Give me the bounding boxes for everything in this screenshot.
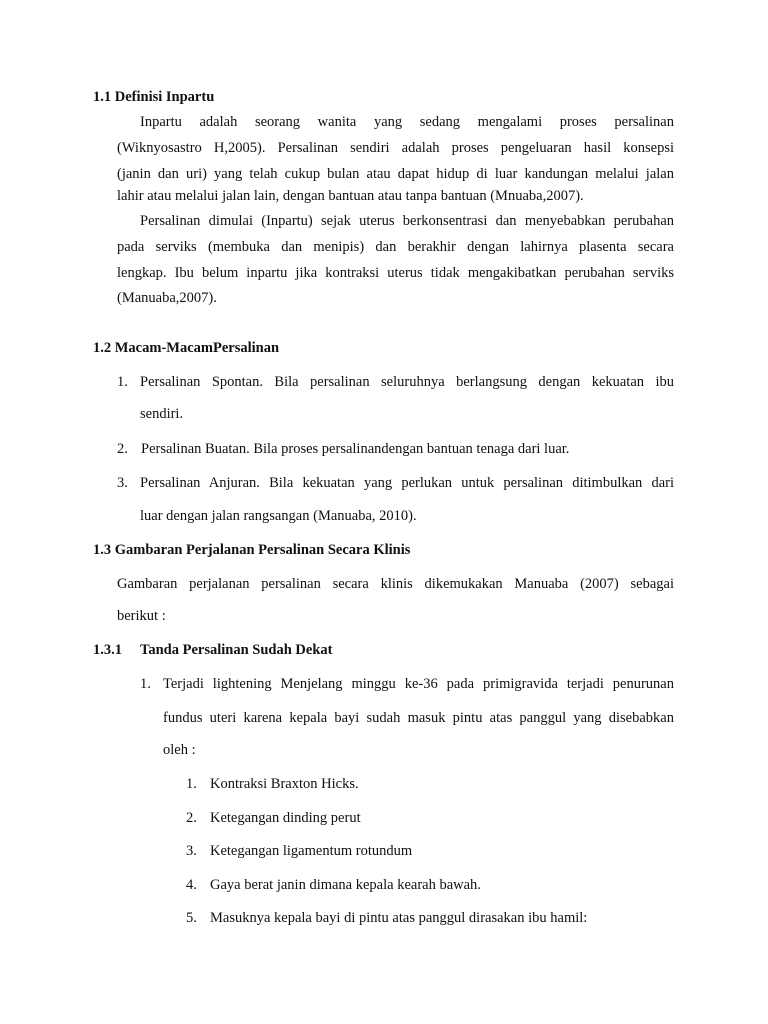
- list-item-line: luar dengan jalan rangsangan (Manuaba, 2010).: [140, 508, 417, 524]
- list-item-line: Terjadi lightening Menjelang minggu ke-36 pada primigravida terjadi penurunan: [163, 676, 674, 692]
- list-item-line: Persalinan Anjuran. Bila kekuatan yang perlukan untuk persalinan ditimbulkan dari: [140, 475, 674, 491]
- sublist-item: Ketegangan dinding perut: [210, 810, 361, 826]
- paragraph-line: berikut :: [117, 608, 166, 624]
- list-item-line: Persalinan Buatan. Bila proses persalinandengan bantuan tenaga dari luar.: [141, 441, 570, 457]
- list-number: 1.: [117, 374, 128, 390]
- sublist-item: Gaya berat janin dimana kepala kearah bawah.: [210, 877, 481, 893]
- paragraph-line: Persalinan dimulai (Inpartu) sejak uterus berkonsentrasi dan menyebabkan perubahan: [140, 213, 674, 229]
- sublist-number: 1.: [186, 776, 197, 792]
- sublist-number: 2.: [186, 810, 197, 826]
- heading-macam-persalinan: 1.2 Macam-MacamPersalinan: [93, 340, 280, 356]
- paragraph-line: (Wiknyosastro H,2005). Persalinan sendiri adalah proses pengeluaran hasil konsepsi: [117, 140, 674, 156]
- list-item-line: sendiri.: [140, 406, 184, 422]
- list-number: 1.: [140, 676, 151, 692]
- paragraph-line: (Manuaba,2007).: [117, 290, 217, 306]
- paragraph-line: (janin dan uri) yang telah cukup bulan atau dapat hidup di luar kandungan melalui jalan: [117, 166, 674, 182]
- sublist-item: Kontraksi Braxton Hicks.: [210, 776, 359, 792]
- list-item-line: fundus uteri karena kepala bayi sudah masuk pintu atas panggul yang disebabkan: [163, 710, 674, 726]
- subheading-number: 1.3.1: [93, 642, 122, 658]
- heading-definisi-inpartu: 1.1 Definisi Inpartu: [93, 89, 215, 105]
- paragraph-line: lahir atau melalui jalan lain, dengan bantuan atau tanpa bantuan (Mnuaba,2007).: [117, 188, 584, 204]
- sublist-number: 3.: [186, 843, 197, 859]
- sublist-item: Masuknya kepala bayi di pintu atas panggul dirasakan ibu hamil:: [210, 910, 588, 926]
- list-number: 2.: [117, 441, 128, 457]
- paragraph-line: pada serviks (membuka dan menipis) dan berakhir dengan lahirnya plasenta secara: [117, 239, 674, 255]
- paragraph-line: Gambaran perjalanan persalinan secara klinis dikemukakan Manuaba (2007) sebagai: [117, 576, 674, 592]
- heading-gambaran-perjalanan: 1.3 Gambaran Perjalanan Persalinan Secara Klinis: [93, 542, 411, 558]
- paragraph-line: lengkap. Ibu belum inpartu jika kontraksi uterus tidak mengakibatkan perubahan serviks: [117, 265, 674, 281]
- sublist-item: Ketegangan ligamentum rotundum: [210, 843, 413, 859]
- list-number: 3.: [117, 475, 128, 491]
- subheading-tanda-persalinan: Tanda Persalinan Sudah Dekat: [140, 642, 333, 658]
- list-item-line: Persalinan Spontan. Bila persalinan seluruhnya berlangsung dengan kekuatan ibu: [140, 374, 674, 390]
- sublist-number: 5.: [186, 910, 197, 926]
- list-item-line: oleh :: [163, 742, 196, 758]
- paragraph-line: Inpartu adalah seorang wanita yang sedang mengalami proses persalinan: [140, 114, 674, 130]
- sublist-number: 4.: [186, 877, 197, 893]
